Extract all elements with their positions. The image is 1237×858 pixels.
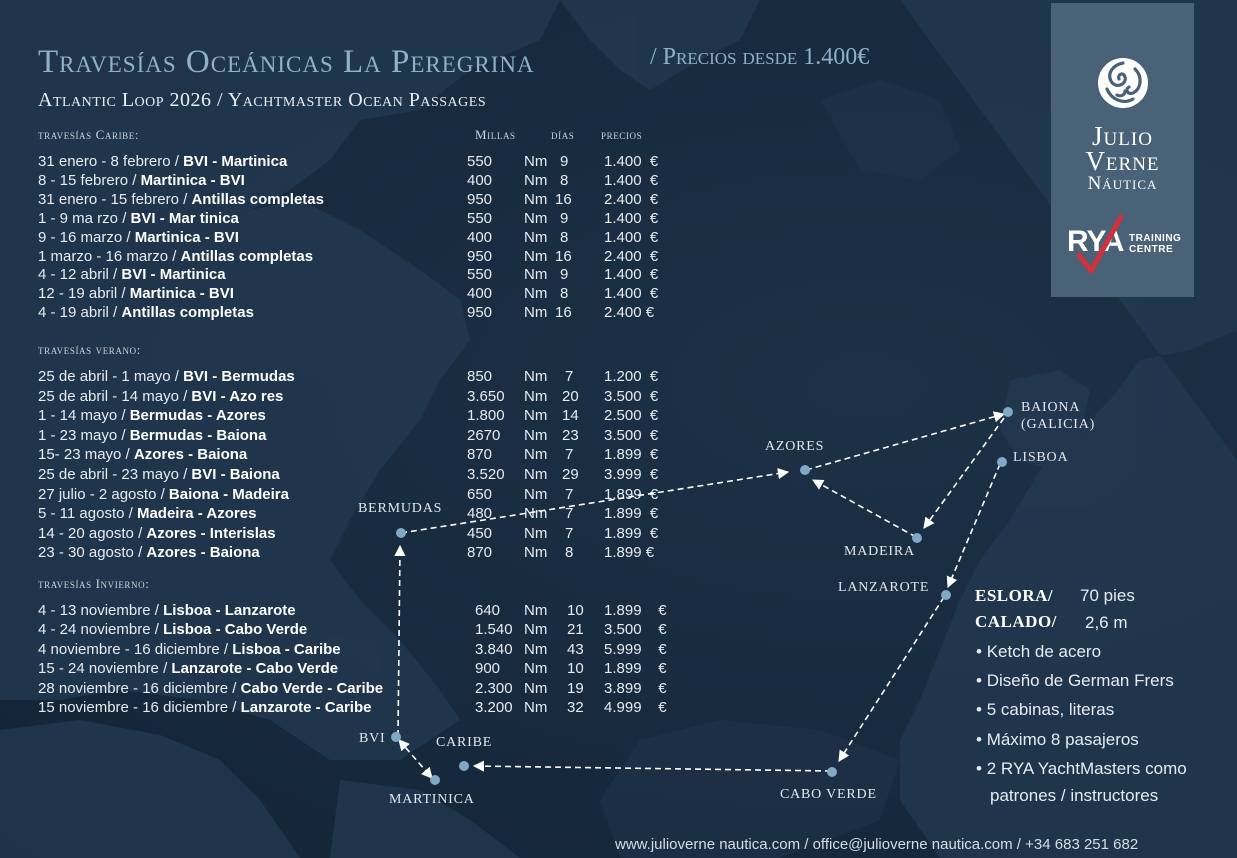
trip-miles: 550	[467, 209, 493, 227]
trip-miles: 400	[467, 171, 493, 189]
trip-miles: 400	[467, 228, 493, 246]
feature-item: • Ketch de acero	[976, 642, 1102, 661]
trip-price: 3.500 €	[604, 387, 659, 405]
trip-name: 15 noviembre - 16 diciembre / Lanzarote - Caribe	[38, 699, 372, 716]
rya-sub2: CENTRE	[1129, 244, 1174, 255]
trip-name: 4 - 19 abril / Antillas completas	[38, 304, 254, 322]
trip-miles: 3.840	[475, 640, 513, 658]
trip-unit: Nm	[524, 209, 548, 227]
trip-miles: 870	[467, 544, 493, 562]
trip-name: 31 enero - 15 febrero / Antillas completas	[38, 190, 324, 208]
trip-miles: 950	[467, 190, 493, 208]
trip-unit: Nm	[524, 153, 548, 170]
trip-price: 1.899 €	[604, 524, 659, 542]
route-caboverde-caribe	[474, 766, 831, 771]
label-lanzarote: LANZAROTE	[838, 580, 930, 595]
trip-days: 8	[565, 544, 574, 562]
column-header-millas: Millas	[475, 127, 516, 142]
label-caribe: CARIBE	[436, 735, 493, 750]
trip-days: 8	[560, 171, 569, 189]
trip-days: 21	[567, 621, 584, 639]
label-lisboa: LISBOA	[1013, 450, 1069, 465]
trip-miles: 870	[467, 446, 493, 464]
spec-calado-value: 2,6 m	[1085, 613, 1128, 632]
rya-sub1: TRAINING	[1129, 233, 1182, 244]
trip-miles: 850	[467, 368, 493, 385]
trip-days: 9	[560, 209, 569, 227]
route-madeira-azores	[813, 480, 916, 537]
label-cabo-verde: CABO VERDE	[780, 787, 877, 802]
route-lanzarote-caboverde	[839, 597, 944, 761]
trip-name: 15- 23 mayo / Azores - Baiona	[38, 446, 248, 464]
trip-unit: Nm	[524, 699, 548, 716]
trip-name: 4 noviembre - 16 diciembre / Lisboa - Caribe	[38, 640, 341, 658]
route-bvi-martinica	[399, 740, 432, 778]
trip-days: 7	[565, 446, 574, 464]
trip-days: 9	[560, 153, 569, 170]
trip-unit: Nm	[524, 524, 548, 542]
trip-unit: Nm	[524, 304, 548, 322]
trip-miles: 3.650	[467, 387, 505, 405]
trip-name: 1 - 23 mayo / Bermudas - Baiona	[38, 426, 267, 444]
trip-unit: Nm	[524, 446, 548, 464]
footer-contact: www.julioverne nautica.com / office@julioverne nautica.com / +34 683 251 682	[615, 836, 1139, 853]
label-martinica: MARTINICA	[389, 792, 475, 807]
trip-days: 10	[567, 602, 584, 619]
trip-price: 2.500 €	[604, 407, 659, 425]
trip-name: 25 de abril - 23 mayo / BVI - Baiona	[38, 466, 280, 483]
trip-name: 5 - 11 agosto / Madeira - Azores	[38, 505, 257, 523]
trip-unit: Nm	[524, 285, 548, 303]
trip-name: 1 - 9 ma rzo / BVI - Mar tinica	[38, 209, 239, 227]
trip-unit: Nm	[524, 266, 548, 284]
trip-miles: 480	[467, 505, 493, 523]
label-madeira: MADEIRA	[844, 544, 915, 559]
trip-unit: Nm	[524, 247, 548, 265]
trip-price: 1.899 €	[604, 544, 655, 562]
trip-name: 1 - 14 mayo / Bermudas - Azores	[38, 407, 266, 425]
feature-item: • Diseño de German Frers	[976, 671, 1174, 690]
trip-price: 1.899 €	[604, 485, 659, 503]
trip-price: 1.400 €	[604, 209, 659, 227]
trip-unit: Nm	[524, 640, 548, 658]
trip-price: 1.400 €	[604, 266, 659, 284]
trip-name: 31 enero - 8 febrero / BVI - Martinica	[38, 153, 288, 170]
trip-miles: 900	[475, 660, 501, 678]
trip-unit: Nm	[524, 621, 548, 639]
trip-name: 25 de abril - 14 mayo / BVI - Azo res	[38, 387, 284, 405]
spec-calado-label: CALADO/	[975, 612, 1057, 631]
trip-name: 25 de abril - 1 mayo / BVI - Bermudas	[38, 368, 295, 385]
trip-price: 3.500 €	[604, 426, 659, 444]
section-title-caribe: travesías Caribe:	[38, 127, 140, 142]
trip-days: 16	[555, 190, 572, 208]
route-azores-baiona	[806, 414, 1004, 470]
trip-miles: 650	[467, 485, 493, 503]
trip-days: 8	[560, 285, 569, 303]
dot-cabo-verde	[827, 767, 837, 777]
trip-days: 9	[560, 266, 569, 284]
trip-days: 14	[562, 407, 579, 425]
trip-unit: Nm	[524, 602, 548, 619]
trip-unit: Nm	[524, 228, 548, 246]
logo-line3: Náutica	[1087, 173, 1158, 194]
trip-miles: 950	[467, 304, 493, 322]
trip-price: 3.899 €	[604, 679, 667, 697]
trip-unit: Nm	[524, 505, 548, 523]
trip-days: 7	[565, 368, 574, 385]
trip-days: 23	[562, 426, 579, 444]
trip-miles: 2670	[467, 426, 501, 444]
column-header-dias: días	[551, 127, 575, 142]
dot-azores	[800, 465, 810, 475]
trip-name: 23 - 30 agosto / Azores - Baiona	[38, 544, 260, 562]
logo-panel	[1051, 3, 1194, 297]
trip-miles: 1.800	[467, 407, 505, 425]
trip-unit: Nm	[524, 426, 548, 444]
trip-days: 32	[567, 699, 584, 716]
route-bvi-bermudas	[398, 546, 400, 736]
label-bermudas: BERMUDAS	[358, 501, 443, 516]
dot-bermudas	[396, 528, 406, 538]
route-baiona-madeira	[924, 418, 1004, 528]
trip-unit: Nm	[524, 407, 548, 425]
trip-price: 3.999 €	[604, 466, 659, 483]
trip-name: 15 - 24 noviembre / Lanzarote - Cabo Verde	[38, 660, 339, 678]
trip-days: 16	[555, 247, 572, 265]
julio-verne-emblem-icon	[1095, 55, 1151, 111]
trip-days: 43	[567, 640, 584, 658]
logo-line1: Julio	[1092, 121, 1153, 151]
trip-price: 1.400 €	[604, 285, 659, 303]
dot-martinica	[430, 775, 440, 785]
section-title-invierno: travesías Invierno:	[38, 576, 150, 591]
trip-price: 3.500 €	[604, 621, 667, 639]
label-baiona: BAIONA	[1021, 400, 1081, 415]
trip-days: 16	[555, 304, 572, 322]
trip-price: 1.899 €	[604, 602, 667, 619]
trip-price: 1.899 €	[604, 660, 667, 678]
trip-price: 1.400 €	[604, 153, 659, 170]
dot-madeira	[912, 533, 922, 543]
trip-name: 12 - 19 abril / Martinica - BVI	[38, 285, 234, 303]
trip-miles: 950	[467, 247, 493, 265]
dot-caribe	[459, 761, 469, 771]
trip-unit: Nm	[524, 660, 548, 678]
feature-item: • 5 cabinas, literas	[976, 700, 1115, 719]
trip-miles: 550	[467, 266, 493, 284]
dot-bvi	[391, 732, 401, 742]
trip-price: 1.200 €	[604, 368, 659, 385]
trip-name: 8 - 15 febrero / Martinica - BVI	[38, 171, 245, 189]
trip-miles: 2.300	[475, 679, 513, 697]
trip-name: 9 - 16 marzo / Martinica - BVI	[38, 228, 239, 246]
trip-price: 1.400 €	[604, 171, 659, 189]
column-header-precios: precios	[601, 127, 643, 142]
trip-days: 10	[567, 660, 584, 678]
main-title: Travesías Oceánicas La Peregrina	[38, 44, 535, 80]
trip-price: 2.400 €	[604, 190, 659, 208]
trip-price: 2.400 €	[604, 304, 655, 322]
feature-item: • 2 RYA YachtMasters como	[976, 759, 1187, 778]
trip-unit: Nm	[524, 544, 548, 562]
trip-days: 7	[565, 505, 574, 523]
trip-unit: Nm	[524, 190, 548, 208]
trip-days: 29	[562, 466, 579, 483]
trip-price: 5.999 €	[604, 640, 667, 658]
trip-unit: Nm	[524, 368, 548, 385]
trip-price: 1.899 €	[604, 505, 659, 523]
feature-item: • Máximo 8 pasajeros	[976, 730, 1139, 749]
trip-name: 28 noviembre - 16 diciembre / Cabo Verde - Caribe	[38, 679, 384, 697]
trip-miles: 1.540	[475, 621, 513, 639]
trip-name: 4 - 24 noviembre / Lisboa - Cabo Verde	[38, 621, 308, 639]
trip-price: 4.999 €	[604, 699, 667, 716]
trip-miles: 550	[467, 153, 493, 170]
trip-days: 7	[565, 524, 574, 542]
trip-miles: 3.200	[475, 699, 513, 716]
trip-miles: 450	[467, 524, 493, 542]
trip-unit: Nm	[524, 485, 548, 503]
trip-days: 8	[560, 228, 569, 246]
dot-lisboa	[997, 457, 1007, 467]
logo-line2: Verne	[1085, 146, 1160, 176]
trip-miles: 3.520	[467, 466, 505, 483]
trip-days: 19	[567, 679, 584, 697]
dot-lanzarote	[941, 590, 951, 600]
rya-check-icon	[1077, 213, 1123, 275]
trip-price: 1.400 €	[604, 228, 659, 246]
trip-unit: Nm	[524, 387, 548, 405]
trip-price: 1.899 €	[604, 446, 659, 464]
label-azores: AZORES	[765, 439, 825, 454]
trip-days: 20	[562, 387, 579, 405]
trip-miles: 640	[475, 602, 501, 619]
route-bermudas-azores	[401, 472, 788, 533]
trip-name: 4 - 13 noviembre / Lisboa - Lanzarote	[38, 602, 296, 619]
label-bvi: BVI	[359, 731, 386, 746]
price-note: / Precios desde 1.400€	[650, 44, 870, 70]
trip-price: 2.400 €	[604, 247, 659, 265]
trip-miles: 400	[467, 285, 493, 303]
trip-unit: Nm	[524, 466, 548, 483]
dot-baiona	[1003, 407, 1013, 417]
trip-name: 1 marzo - 16 marzo / Antillas completas	[38, 247, 314, 265]
trip-name: 14 - 20 agosto / Azores - Interislas	[38, 524, 276, 542]
spec-eslora-value: 70 pies	[1080, 586, 1135, 605]
trip-unit: Nm	[524, 171, 548, 189]
rya-logo-text: RYA	[1067, 225, 1124, 258]
feature-item-continued: patrones / instructores	[990, 786, 1159, 805]
spec-eslora-label: ESLORA/	[975, 586, 1054, 605]
route-lisboa-lanzarote	[948, 464, 1000, 587]
trip-name: 4 - 12 abril / BVI - Martinica	[38, 266, 226, 284]
section-title-verano: travesías verano:	[38, 342, 141, 357]
trip-days: 7	[565, 485, 574, 503]
trip-name: 27 julio - 2 agosto / Baiona - Madeira	[38, 485, 289, 503]
trip-unit: Nm	[524, 679, 548, 697]
subtitle: Atlantic Loop 2026 / Yachtmaster Ocean Passages	[38, 89, 487, 111]
label-baiona-sub: (GALICIA)	[1021, 417, 1096, 432]
